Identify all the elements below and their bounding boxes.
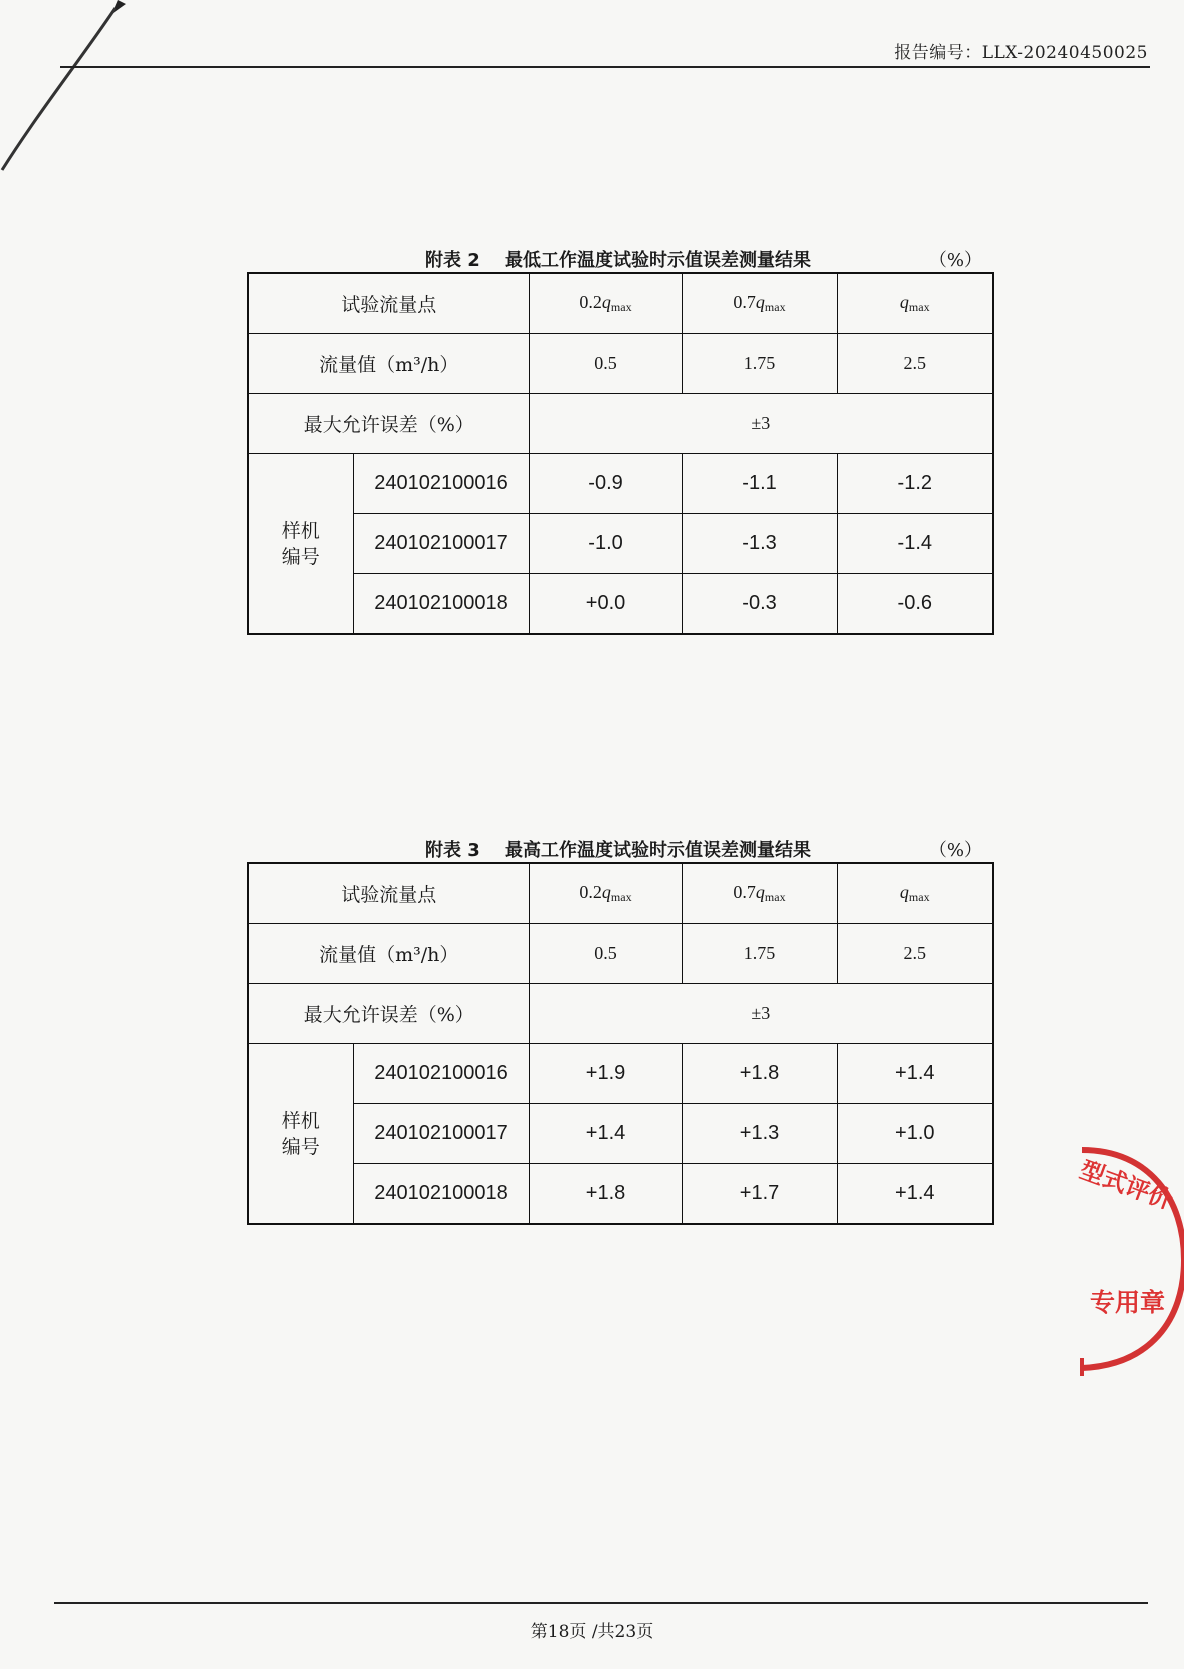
- table-row: [248, 334, 993, 394]
- caption-number: 附表 2: [425, 250, 480, 271]
- q-sub: max: [610, 890, 632, 904]
- error-value: +1.9: [529, 1044, 682, 1104]
- error-value: -1.3: [682, 514, 837, 574]
- page-number: 第18页 /共23页: [530, 1622, 654, 1642]
- error-value: -0.3: [682, 574, 837, 635]
- flow-point-cell: [837, 273, 993, 334]
- coef: 0.2: [579, 292, 602, 312]
- flow-value: 0.5: [529, 924, 682, 984]
- error-value: +1.7: [682, 1164, 837, 1225]
- caption-number: 附表 3: [425, 840, 480, 861]
- flow-point-label: 试验流量点: [248, 273, 529, 334]
- coef: 0.7: [733, 882, 756, 902]
- table-caption: [247, 832, 992, 862]
- table-row: [248, 394, 993, 454]
- q-symbol: q: [755, 292, 765, 312]
- flow-point-cell: [682, 863, 837, 924]
- error-table: [247, 862, 994, 1225]
- error-value: -1.0: [529, 514, 682, 574]
- error-value: +1.4: [529, 1104, 682, 1164]
- sample-label: [248, 454, 353, 635]
- table-row: [248, 924, 993, 984]
- caption-title: 最低工作温度试验时示值误差测量结果: [505, 250, 811, 271]
- flow-value: 1.75: [682, 334, 837, 394]
- caption-unit: （%）: [928, 840, 982, 861]
- report-number: 报告编号：LLX-20240450025: [894, 43, 1148, 63]
- sample-id: 240102100018: [353, 1164, 529, 1225]
- error-table: [247, 272, 994, 635]
- sample-label-line1: 样机: [281, 1109, 320, 1132]
- coef: 0.2: [579, 882, 602, 902]
- error-value: -1.1: [682, 454, 837, 514]
- q-sub: max: [764, 890, 786, 904]
- q-symbol: q: [755, 882, 765, 902]
- flow-point-label: 试验流量点: [248, 863, 529, 924]
- error-value: +1.4: [837, 1044, 993, 1104]
- table-row: [248, 574, 993, 635]
- flow-value: 2.5: [837, 924, 993, 984]
- flow-point-cell: [529, 273, 682, 334]
- mpe-label: 最大允许误差（%）: [248, 984, 529, 1044]
- flow-value: 2.5: [837, 334, 993, 394]
- q-symbol: q: [899, 292, 909, 312]
- flow-point-cell: [529, 863, 682, 924]
- q-sub: max: [908, 300, 930, 314]
- error-value: -1.2: [837, 454, 993, 514]
- header-rule: [60, 66, 1150, 68]
- mpe-value: ±3: [529, 394, 993, 454]
- flow-value: 0.5: [529, 334, 682, 394]
- q-symbol: q: [601, 292, 611, 312]
- mpe-label: 最大允许误差（%）: [248, 394, 529, 454]
- table-row: [248, 1044, 993, 1104]
- error-value: -0.9: [529, 454, 682, 514]
- flow-value-label: 流量值（m³/h）: [248, 924, 529, 984]
- table-row: [248, 863, 993, 924]
- flow-point-cell: [837, 863, 993, 924]
- error-value: -0.6: [837, 574, 993, 635]
- error-value: -1.4: [837, 514, 993, 574]
- q-sub: max: [610, 300, 632, 314]
- flow-value: 1.75: [682, 924, 837, 984]
- coef: 0.7: [733, 292, 756, 312]
- sample-label-line2: 编号: [281, 1135, 320, 1158]
- q-sub: max: [908, 890, 930, 904]
- caption-unit: （%）: [928, 250, 982, 271]
- sample-id: 240102100017: [353, 1104, 529, 1164]
- sample-id: 240102100016: [353, 1044, 529, 1104]
- error-value: +1.3: [682, 1104, 837, 1164]
- error-value: +1.8: [529, 1164, 682, 1225]
- caption-title: 最高工作温度试验时示值误差测量结果: [505, 840, 811, 861]
- error-value: +0.0: [529, 574, 682, 635]
- page-edge-shadow: [0, 0, 140, 180]
- seal-text-bottom: 专用章: [1090, 1288, 1166, 1317]
- sample-label: [248, 1044, 353, 1225]
- sample-id: 240102100018: [353, 574, 529, 635]
- table-2: [247, 242, 992, 635]
- table-row: [248, 1104, 993, 1164]
- table-row: [248, 514, 993, 574]
- q-symbol: q: [899, 882, 909, 902]
- error-value: +1.4: [837, 1164, 993, 1225]
- error-value: +1.8: [682, 1044, 837, 1104]
- mpe-value: ±3: [529, 984, 993, 1044]
- flow-point-cell: [682, 273, 837, 334]
- seal-text-top: 型式评价: [1076, 1155, 1177, 1215]
- table-3: [247, 832, 992, 1225]
- q-symbol: q: [601, 882, 611, 902]
- footer-rule: [54, 1602, 1148, 1604]
- table-row: [248, 273, 993, 334]
- sample-id: 240102100016: [353, 454, 529, 514]
- table-row: [248, 454, 993, 514]
- error-value: +1.0: [837, 1104, 993, 1164]
- table-caption: [247, 242, 992, 272]
- q-sub: max: [764, 300, 786, 314]
- table-row: [248, 1164, 993, 1225]
- sample-id: 240102100017: [353, 514, 529, 574]
- sample-label-line1: 样机: [281, 519, 320, 542]
- table-row: [248, 984, 993, 1044]
- sample-label-line2: 编号: [281, 545, 320, 568]
- flow-value-label: 流量值（m³/h）: [248, 334, 529, 394]
